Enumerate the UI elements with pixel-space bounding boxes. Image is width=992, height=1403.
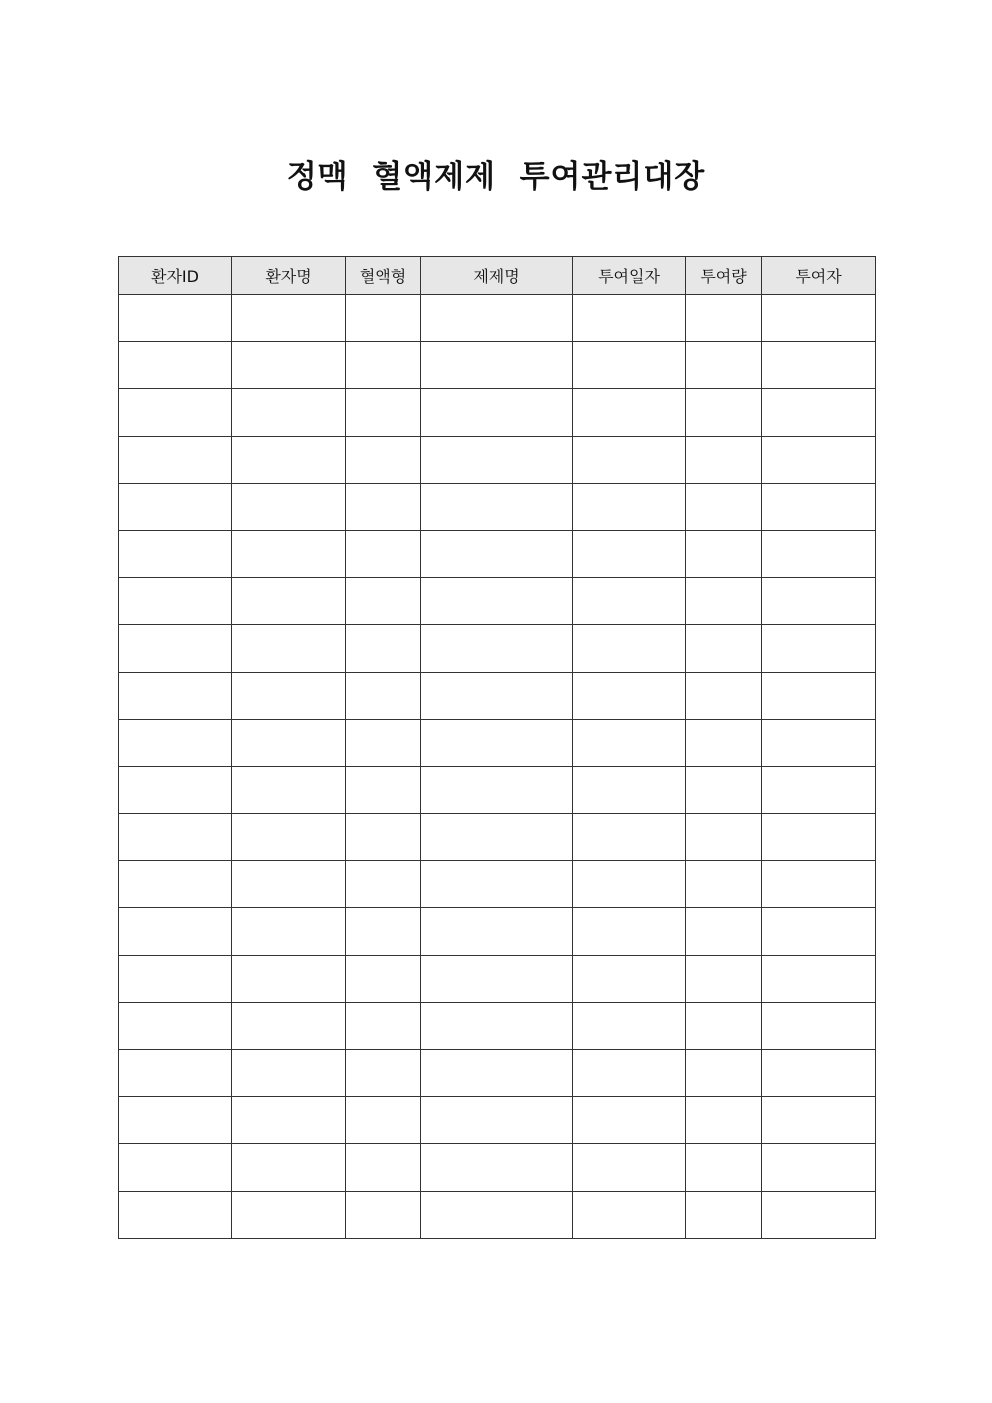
cell-dose[interactable] (686, 908, 762, 955)
cell-patient-name[interactable] (232, 1097, 346, 1144)
cell-product-name[interactable] (421, 719, 573, 766)
cell-patient-id[interactable] (119, 861, 232, 908)
cell-administration-date[interactable] (573, 1191, 686, 1238)
cell-patient-id[interactable] (119, 908, 232, 955)
cell-patient-id[interactable] (119, 719, 232, 766)
cell-blood-type[interactable] (346, 672, 421, 719)
cell-blood-type[interactable] (346, 625, 421, 672)
cell-patient-name[interactable] (232, 1050, 346, 1097)
table-row (119, 814, 876, 861)
cell-patient-id[interactable] (119, 436, 232, 483)
cell-administration-date[interactable] (573, 1050, 686, 1097)
cell-administrator[interactable] (762, 625, 876, 672)
cell-patient-name[interactable] (232, 955, 346, 1002)
cell-dose[interactable] (686, 530, 762, 577)
cell-patient-id[interactable] (119, 1191, 232, 1238)
cell-blood-type[interactable] (346, 1191, 421, 1238)
table-row (119, 955, 876, 1002)
cell-patient-id[interactable] (119, 342, 232, 389)
cell-dose[interactable] (686, 955, 762, 1002)
cell-administrator[interactable] (762, 436, 876, 483)
cell-product-name[interactable] (421, 483, 573, 530)
cell-product-name[interactable] (421, 1144, 573, 1191)
cell-administrator[interactable] (762, 483, 876, 530)
cell-administration-date[interactable] (573, 342, 686, 389)
cell-blood-type[interactable] (346, 955, 421, 1002)
cell-administration-date[interactable] (573, 1097, 686, 1144)
cell-dose[interactable] (686, 625, 762, 672)
table-row (119, 1144, 876, 1191)
cell-administrator[interactable] (762, 295, 876, 342)
cell-administrator[interactable] (762, 1191, 876, 1238)
cell-product-name[interactable] (421, 955, 573, 1002)
cell-patient-name[interactable] (232, 861, 346, 908)
table-row (119, 530, 876, 577)
table-row (119, 578, 876, 625)
table-row (119, 766, 876, 813)
cell-administration-date[interactable] (573, 672, 686, 719)
document-title: 정맥 혈액제제 투여관리대장 (286, 158, 706, 195)
cell-product-name[interactable] (421, 295, 573, 342)
column-header-blood-type: 혈액형 (346, 257, 421, 295)
cell-administrator[interactable] (762, 766, 876, 813)
cell-blood-type[interactable] (346, 1002, 421, 1049)
table-row (119, 1097, 876, 1144)
cell-product-name[interactable] (421, 342, 573, 389)
cell-dose[interactable] (686, 672, 762, 719)
cell-administrator[interactable] (762, 719, 876, 766)
cell-administrator[interactable] (762, 530, 876, 577)
cell-administrator[interactable] (762, 955, 876, 1002)
cell-dose[interactable] (686, 483, 762, 530)
cell-patient-id[interactable] (119, 483, 232, 530)
table-row (119, 436, 876, 483)
cell-patient-name[interactable] (232, 814, 346, 861)
cell-product-name[interactable] (421, 1191, 573, 1238)
cell-administration-date[interactable] (573, 719, 686, 766)
cell-administration-date[interactable] (573, 814, 686, 861)
cell-patient-id[interactable] (119, 1002, 232, 1049)
cell-administration-date[interactable] (573, 436, 686, 483)
cell-patient-name[interactable] (232, 342, 346, 389)
table-row (119, 295, 876, 342)
cell-dose[interactable] (686, 436, 762, 483)
cell-patient-id[interactable] (119, 389, 232, 436)
cell-product-name[interactable] (421, 1050, 573, 1097)
cell-patient-id[interactable] (119, 295, 232, 342)
cell-administration-date[interactable] (573, 908, 686, 955)
cell-product-name[interactable] (421, 861, 573, 908)
cell-patient-name[interactable] (232, 766, 346, 813)
cell-administrator[interactable] (762, 672, 876, 719)
cell-patient-name[interactable] (232, 1002, 346, 1049)
table-row (119, 1002, 876, 1049)
column-header-patient-id: 환자ID (119, 257, 232, 295)
cell-administration-date[interactable] (573, 295, 686, 342)
table-row (119, 342, 876, 389)
cell-administrator[interactable] (762, 908, 876, 955)
cell-product-name[interactable] (421, 908, 573, 955)
cell-patient-name[interactable] (232, 389, 346, 436)
table-row (119, 1050, 876, 1097)
cell-blood-type[interactable] (346, 719, 421, 766)
cell-dose[interactable] (686, 766, 762, 813)
table-row (119, 861, 876, 908)
cell-product-name[interactable] (421, 766, 573, 813)
cell-blood-type[interactable] (346, 342, 421, 389)
cell-patient-name[interactable] (232, 719, 346, 766)
cell-administration-date[interactable] (573, 389, 686, 436)
cell-patient-name[interactable] (232, 295, 346, 342)
table-row (119, 625, 876, 672)
cell-administrator[interactable] (762, 1097, 876, 1144)
cell-administration-date[interactable] (573, 955, 686, 1002)
cell-product-name[interactable] (421, 1097, 573, 1144)
table-row (119, 483, 876, 530)
cell-patient-name[interactable] (232, 672, 346, 719)
cell-blood-type[interactable] (346, 578, 421, 625)
column-header-dose: 투여량 (686, 257, 762, 295)
cell-dose[interactable] (686, 1050, 762, 1097)
cell-administration-date[interactable] (573, 530, 686, 577)
cell-blood-type[interactable] (346, 1097, 421, 1144)
cell-dose[interactable] (686, 342, 762, 389)
cell-patient-name[interactable] (232, 625, 346, 672)
cell-blood-type[interactable] (346, 483, 421, 530)
cell-patient-id[interactable] (119, 814, 232, 861)
cell-dose[interactable] (686, 1144, 762, 1191)
cell-dose[interactable] (686, 578, 762, 625)
cell-dose[interactable] (686, 719, 762, 766)
cell-administration-date[interactable] (573, 766, 686, 813)
table-row (119, 908, 876, 955)
cell-blood-type[interactable] (346, 295, 421, 342)
column-header-administrator: 투여자 (762, 257, 876, 295)
cell-administration-date[interactable] (573, 483, 686, 530)
cell-product-name[interactable] (421, 389, 573, 436)
cell-dose[interactable] (686, 861, 762, 908)
cell-product-name[interactable] (421, 672, 573, 719)
cell-dose[interactable] (686, 814, 762, 861)
cell-administrator[interactable] (762, 1144, 876, 1191)
cell-patient-id[interactable] (119, 955, 232, 1002)
cell-dose[interactable] (686, 1191, 762, 1238)
cell-patient-id[interactable] (119, 1097, 232, 1144)
column-header-patient-name: 환자명 (232, 257, 346, 295)
table-row (119, 672, 876, 719)
cell-patient-id[interactable] (119, 625, 232, 672)
cell-patient-name[interactable] (232, 1144, 346, 1191)
cell-administrator[interactable] (762, 861, 876, 908)
administration-ledger-table (118, 256, 876, 1239)
cell-administration-date[interactable] (573, 861, 686, 908)
cell-administrator[interactable] (762, 578, 876, 625)
cell-blood-type[interactable] (346, 766, 421, 813)
cell-administration-date[interactable] (573, 1002, 686, 1049)
cell-blood-type[interactable] (346, 530, 421, 577)
cell-administration-date[interactable] (573, 625, 686, 672)
cell-patient-name[interactable] (232, 530, 346, 577)
cell-blood-type[interactable] (346, 814, 421, 861)
ledger-body (119, 295, 876, 1239)
table-row (119, 389, 876, 436)
cell-patient-id[interactable] (119, 1050, 232, 1097)
cell-administrator[interactable] (762, 814, 876, 861)
cell-administration-date[interactable] (573, 1144, 686, 1191)
cell-patient-name[interactable] (232, 436, 346, 483)
cell-patient-name[interactable] (232, 1191, 346, 1238)
cell-patient-id[interactable] (119, 1144, 232, 1191)
cell-blood-type[interactable] (346, 436, 421, 483)
cell-blood-type[interactable] (346, 908, 421, 955)
cell-dose[interactable] (686, 389, 762, 436)
cell-patient-id[interactable] (119, 766, 232, 813)
cell-blood-type[interactable] (346, 1050, 421, 1097)
cell-patient-id[interactable] (119, 672, 232, 719)
cell-blood-type[interactable] (346, 1144, 421, 1191)
cell-patient-id[interactable] (119, 578, 232, 625)
cell-patient-name[interactable] (232, 908, 346, 955)
cell-dose[interactable] (686, 1097, 762, 1144)
cell-administration-date[interactable] (573, 578, 686, 625)
cell-product-name[interactable] (421, 1002, 573, 1049)
table-row (119, 1191, 876, 1238)
cell-patient-name[interactable] (232, 483, 346, 530)
cell-product-name[interactable] (421, 436, 573, 483)
cell-blood-type[interactable] (346, 861, 421, 908)
cell-blood-type[interactable] (346, 389, 421, 436)
cell-dose[interactable] (686, 295, 762, 342)
column-header-administration-date: 투여일자 (573, 257, 686, 295)
cell-administrator[interactable] (762, 1050, 876, 1097)
header-row (119, 257, 876, 295)
cell-product-name[interactable] (421, 625, 573, 672)
cell-product-name[interactable] (421, 814, 573, 861)
cell-administrator[interactable] (762, 1002, 876, 1049)
cell-administrator[interactable] (762, 389, 876, 436)
cell-dose[interactable] (686, 1002, 762, 1049)
cell-patient-name[interactable] (232, 578, 346, 625)
column-header-product-name: 제제명 (421, 257, 573, 295)
cell-product-name[interactable] (421, 578, 573, 625)
table-row (119, 719, 876, 766)
cell-administrator[interactable] (762, 342, 876, 389)
cell-product-name[interactable] (421, 530, 573, 577)
cell-patient-id[interactable] (119, 530, 232, 577)
